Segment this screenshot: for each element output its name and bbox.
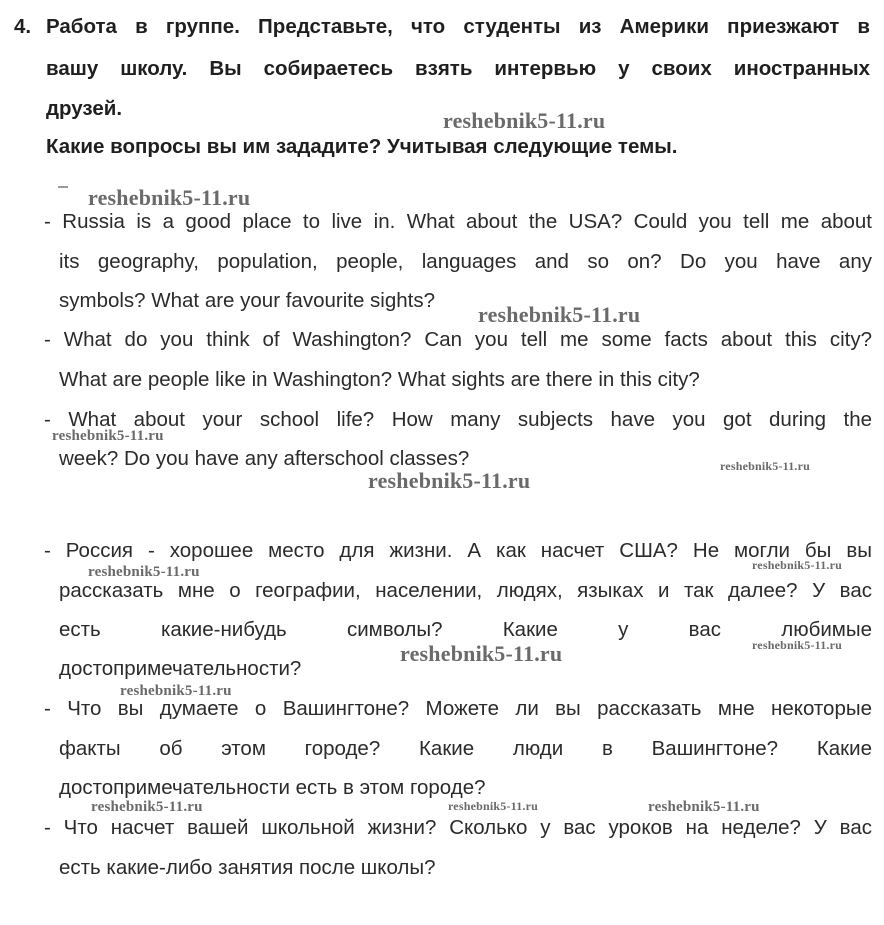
answer-ru-1-line-3: есть какие-нибудь символы? Какие у вас любимые [59,618,872,641]
answer-ru-1-line-1: - Россия - хорошее место для жизни. А как насчет США? Не могли бы вы [44,539,872,562]
watermark: reshebnik5-11.ru [88,564,200,580]
answer-ru-2-line-3: достопримечательности есть в этом городе? [59,776,486,799]
answer-ru-2-line-2: факты об этом городе? Какие люди в Вашингтоне? Какие [59,737,872,760]
task-line-3: друзей. [46,97,123,120]
watermark: reshebnik5-11.ru [478,302,641,327]
watermark: reshebnik5-11.ru [400,641,563,666]
answer-en-3-line-1: - What about your school life? How many subjects have you got during the [44,408,872,431]
answer-ru-1-line-4: достопримечательности? [59,657,302,680]
watermark: reshebnik5-11.ru [52,428,164,444]
answer-ru-2-line-1: - Что вы думаете о Вашингтоне? Можете ли вы рассказать мне некоторые [44,697,872,720]
watermark: reshebnik5-11.ru [88,185,251,210]
answer-ru-3-line-1: - Что насчет вашей школьной жизни? Сколько у вас уроков на неделе? У вас [44,816,872,839]
watermark: reshebnik5-11.ru [720,459,810,473]
watermark: reshebnik5-11.ru [443,108,606,133]
answer-en-3-line-2: week? Do you have any afterschool classes? [59,447,470,470]
watermark: reshebnik5-11.ru [752,558,842,572]
watermark: reshebnik5-11.ru [368,468,531,493]
watermark: reshebnik5-11.ru [120,683,232,699]
stray-mark [58,186,68,188]
task-line-4: Какие вопросы вы им зададите? Учитывая следующие темы. [46,135,678,158]
task-line-2: вашу школу. Вы собираетесь взять интервью у своих иностранных [46,57,870,80]
answer-en-1-line-1: - Russia is a good place to live in. What about the USA? Could you tell me about [44,210,872,233]
answer-en-1-line-2: its geography, population, people, languages and so on? Do you have any [59,250,872,273]
answer-en-2-line-1: - What do you think of Washington? Can you tell me some facts about this city? [44,328,872,351]
answer-en-2-line-2: What are people like in Washington? What sights are there in this city? [59,368,700,391]
task-line-1: Работа в группе. Представьте, что студенты из Америки приезжают в [46,15,870,38]
watermark: reshebnik5-11.ru [752,638,842,652]
watermark: reshebnik5-11.ru [648,799,760,815]
watermark: reshebnik5-11.ru [448,799,538,813]
watermark: reshebnik5-11.ru [91,799,203,815]
answer-ru-3-line-2: есть какие-либо занятия после школы? [59,856,436,879]
answer-ru-1-line-2: рассказать мне о географии, населении, людях, языках и так далее? У вас [59,579,872,602]
answer-en-1-line-3: symbols? What are your favourite sights? [59,289,435,312]
task-number: 4. [14,15,32,38]
